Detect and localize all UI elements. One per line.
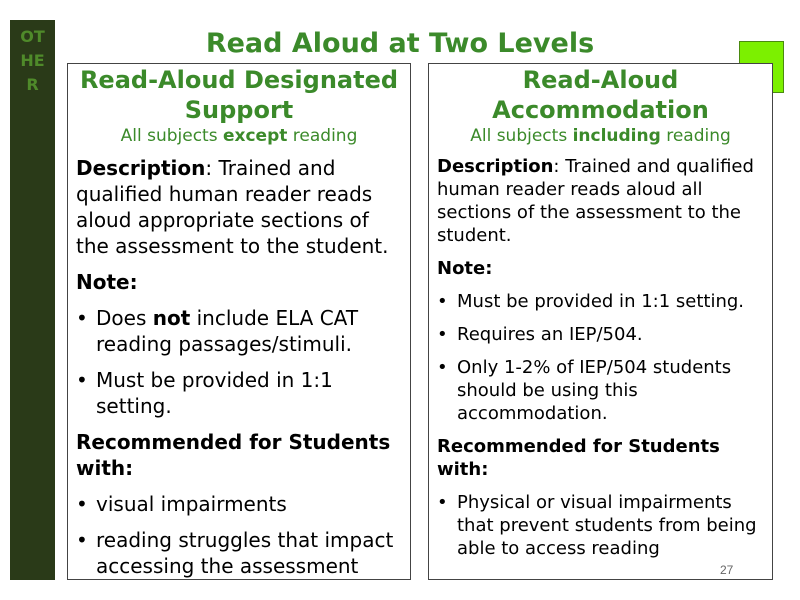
designated-support-panel bbox=[67, 63, 411, 580]
note-label: Note: bbox=[437, 258, 493, 279]
list-item bbox=[76, 367, 402, 419]
list-item: • visual impairments bbox=[76, 491, 402, 517]
subheading-text-end: reading bbox=[660, 126, 731, 146]
list-item-emphasis: not bbox=[152, 306, 191, 330]
subheading-emphasis: except bbox=[222, 126, 288, 146]
list-item-text: Must be provided in 1:1 setting. bbox=[96, 368, 333, 418]
subheading-text: All subjects bbox=[470, 126, 573, 146]
list-item: • Requires an IEP/504. bbox=[437, 323, 764, 346]
recommended-label: Recommended for Students with: bbox=[437, 436, 720, 480]
panel-subheading bbox=[429, 125, 772, 147]
subheading-emphasis: including bbox=[572, 126, 661, 146]
list-item bbox=[76, 305, 402, 357]
accommodation-panel bbox=[428, 63, 773, 580]
description-label: Description bbox=[437, 156, 554, 177]
panel-subheading bbox=[68, 125, 410, 147]
recommended-list bbox=[76, 491, 402, 579]
description-text: : Trained and qualified human reader reads aloud all sections of the assessment to the student. bbox=[437, 156, 754, 246]
sidebar-bar bbox=[10, 20, 55, 580]
list-item: • reading struggles that impact accessing the assessment bbox=[76, 527, 402, 579]
subheading-text-end: reading bbox=[287, 126, 358, 146]
subheading-text: All subjects bbox=[120, 126, 223, 146]
panel-header bbox=[68, 65, 410, 147]
slide-title: Read Aloud at Two Levels bbox=[205, 28, 595, 59]
sidebar-label: OT HE R bbox=[20, 27, 45, 94]
note-label: Note: bbox=[76, 270, 138, 294]
description-paragraph bbox=[437, 155, 764, 247]
list-item: • Only 1-2% of IEP/504 students should be using this accommodation. bbox=[437, 356, 764, 425]
list-item: • Physical or visual impairments that prevent students from being able to access reading bbox=[437, 491, 764, 560]
panel-body bbox=[68, 155, 410, 579]
note-list bbox=[437, 290, 764, 425]
note-list bbox=[76, 305, 402, 419]
panel-heading: Read-Aloud Designated Support bbox=[79, 66, 399, 124]
recommended-label: Recommended for Students with: bbox=[76, 430, 391, 480]
panel-body bbox=[429, 155, 772, 560]
list-item-text-end: include ELA CAT reading passages/stimuli. bbox=[96, 306, 359, 356]
description-paragraph bbox=[76, 155, 402, 259]
description-label: Description bbox=[76, 156, 206, 180]
list-item: • Must be provided in 1:1 setting. bbox=[437, 290, 764, 313]
recommended-list bbox=[437, 491, 764, 560]
list-item-text: Does bbox=[96, 306, 153, 330]
panel-heading: Read-Aloud Accommodation bbox=[492, 66, 709, 124]
panel-header bbox=[429, 65, 772, 147]
page-number: 27 bbox=[720, 563, 734, 577]
description-text: : Trained and qualified human reader reads aloud appropriate sections of the assessment to the student. bbox=[76, 156, 389, 258]
